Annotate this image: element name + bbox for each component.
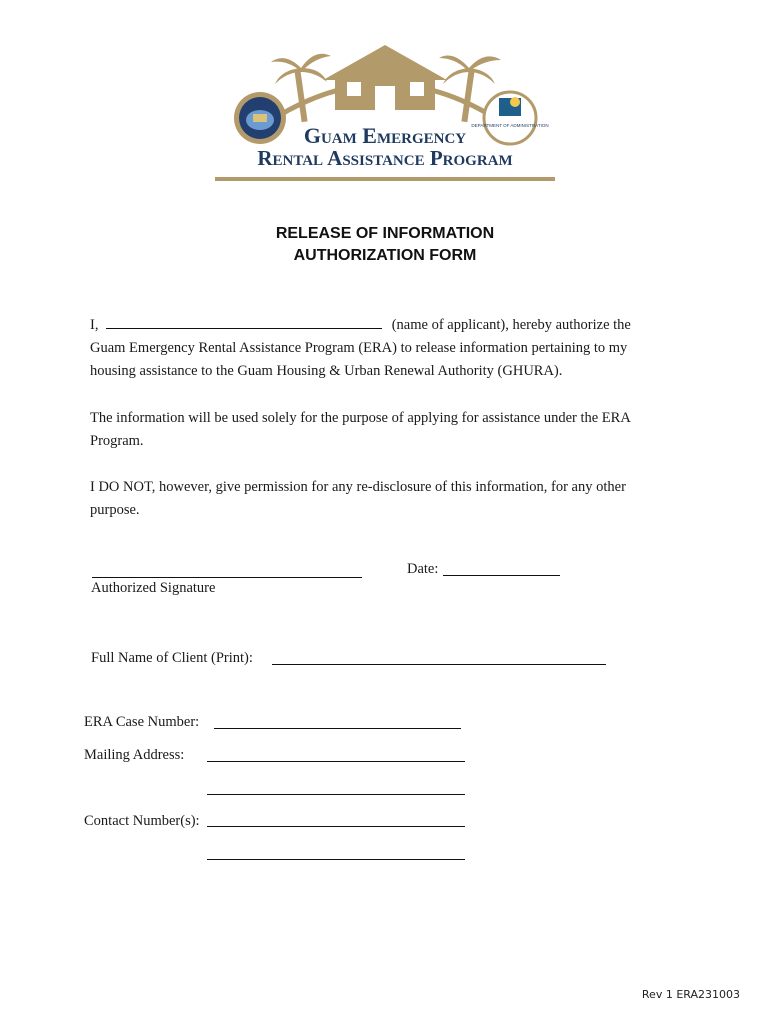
authorization-line3: housing assistance to the Guam Housing & Urban Renewal Authority (GHURA).	[90, 363, 563, 379]
date-line[interactable]	[443, 575, 560, 576]
applicant-suffix: (name of applicant), hereby authorize the	[391, 317, 631, 333]
applicant-name-line[interactable]	[106, 314, 382, 329]
logo-title-line2: Rental Assistance Program	[257, 146, 513, 170]
form-title-line1: RELEASE OF INFORMATION	[275, 225, 495, 242]
seal-right-text: DEPARTMENT OF ADMINISTRATION	[471, 123, 549, 128]
disclosure-paragraph: I DO NOT, however, give permission for any re-disclosure of this information, for any other purpose.	[90, 479, 626, 518]
house-icon	[323, 45, 447, 110]
authorization-paragraph	[90, 314, 665, 383]
date-label: Date:	[407, 561, 439, 577]
contact-numbers-line-2[interactable]	[207, 859, 465, 860]
case-number-line[interactable]	[214, 728, 461, 729]
guam-seal-icon	[234, 92, 286, 144]
contact-numbers-label: Contact Number(s):	[84, 813, 200, 829]
logo-title-line1: Guam Emergency	[303, 123, 467, 148]
signature-label: Authorized Signature	[91, 580, 216, 596]
revision-label: Rev 1 ERA231003	[641, 988, 740, 1001]
applicant-prefix: I,	[90, 317, 99, 333]
signature-line[interactable]	[92, 577, 362, 578]
department-of-administration-seal-icon	[471, 92, 548, 144]
authorization-line2: Guam Emergency Rental Assistance Program (ERA) to release information pertaining to my	[90, 340, 628, 356]
full-name-label: Full Name of Client (Print):	[91, 650, 253, 666]
form-title	[0, 223, 770, 267]
full-name-line[interactable]	[272, 664, 606, 665]
guam-era-logo	[215, 40, 555, 185]
mailing-address-label: Mailing Address:	[84, 747, 185, 763]
form-title-line2: AUTHORIZATION FORM	[293, 247, 477, 264]
mailing-address-line-2[interactable]	[207, 794, 465, 795]
purpose-paragraph: The information will be used solely for the purpose of applying for assistance under the ERA Program.	[90, 410, 630, 449]
contact-numbers-line-1[interactable]	[207, 826, 465, 827]
mailing-address-line-1[interactable]	[207, 761, 465, 762]
logo-underline	[215, 177, 555, 181]
case-number-label: ERA Case Number:	[84, 714, 200, 730]
